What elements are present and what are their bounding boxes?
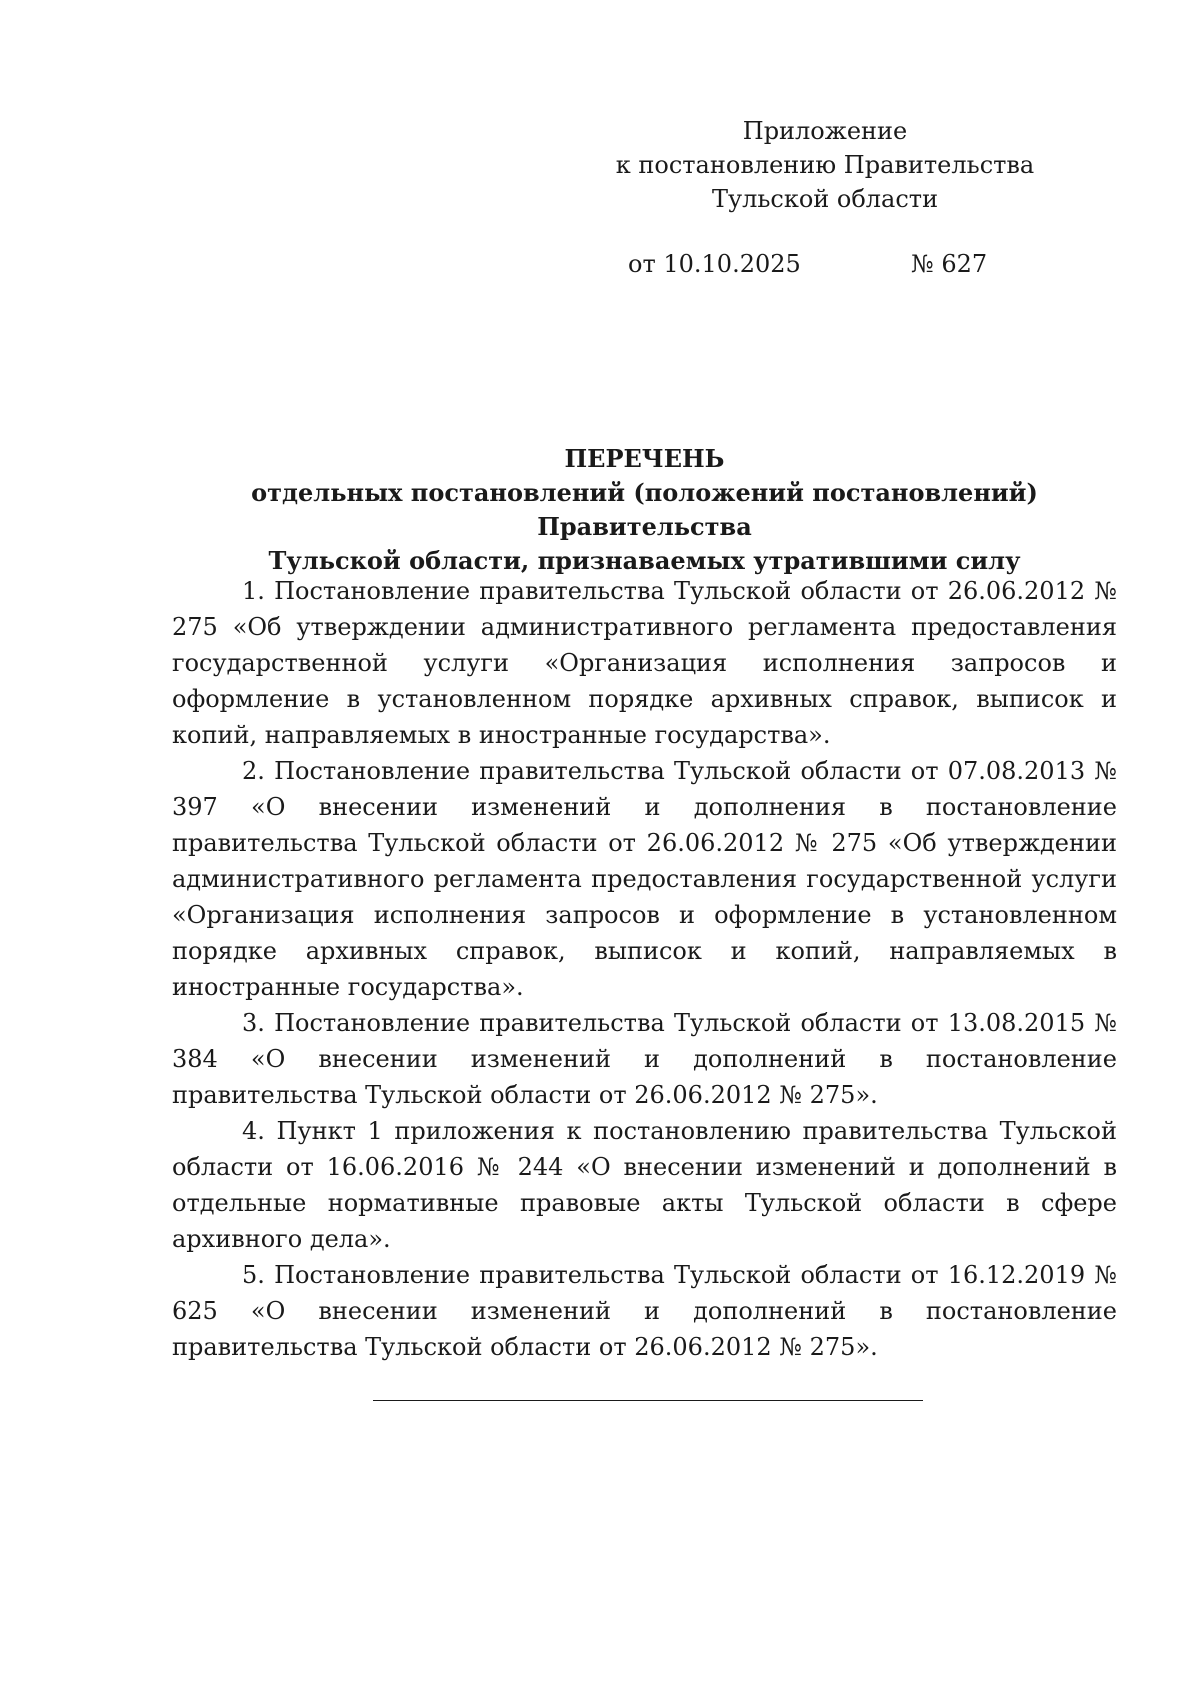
list-item-text: Постановление правительства Тульской области от 26.06.2012 № 275 «Об утверждении административного регламента предоставления государственной услуги «Организация исполнения запросов и оформление в установленном порядке архивных справок, выписок и копий, направляемых в иностранные государства». [172, 577, 1117, 749]
list-item-text: Постановление правительства Тульской области от 16.12.2019 № 625 «О внесении изменений и дополнений в постановление правительства Тульской области от 26.06.2012 № 275». [172, 1261, 1117, 1361]
list-item [172, 1257, 1117, 1365]
appendix-region: Тульской области [711, 185, 939, 213]
list-item-text: Пункт 1 приложения к постановлению правительства Тульской области от 16.06.2016 № 244 «О внесении изменений и дополнений в отдельные нормативные правовые акты Тульской области в сфере архивного дела». [172, 1117, 1117, 1253]
appendix-title: Приложение [742, 117, 908, 145]
list-item [172, 1113, 1117, 1257]
list-item [172, 1005, 1117, 1113]
list-item-number: 4. [242, 1117, 265, 1145]
list-item [172, 573, 1117, 753]
list-item-number: 3. [242, 1009, 265, 1037]
resolution-number: № 627 [911, 250, 988, 278]
appendix-header [600, 114, 1050, 216]
list-item-text: Постановление правительства Тульской области от 07.08.2013 № 397 «О внесении изменений и дополнения в постановление правительства Тульской области от 26.06.2012 № 275 «Об утверждении административного регламента предоставления государственной услуги «Организация исполнения запросов и оформление в установленном порядке архивных справок, выписок и копий, направляемых в иностранные государства». [172, 757, 1117, 1001]
title-line-2: отдельных постановлений (положений постановлений) Правительства [251, 478, 1038, 541]
document-body [172, 573, 1117, 1365]
appendix-reference: к постановлению Правительства [615, 151, 1035, 179]
list-item-number: 1. [242, 577, 265, 605]
list-item-text: Постановление правительства Тульской области от 13.08.2015 № 384 «О внесении изменений и дополнений в постановление правительства Тульской области от 26.06.2012 № 275». [172, 1009, 1117, 1109]
title-heading: ПЕРЕЧЕНЬ [564, 444, 725, 473]
list-item-number: 5. [242, 1261, 265, 1289]
title-line-3: Тульской области, признаваемых утратившими силу [268, 546, 1021, 575]
document-title [172, 442, 1117, 578]
list-item-number: 2. [242, 757, 265, 785]
resolution-date: от 10.10.2025 [628, 250, 801, 278]
closing-divider-line [373, 1400, 923, 1401]
list-item [172, 753, 1117, 1005]
